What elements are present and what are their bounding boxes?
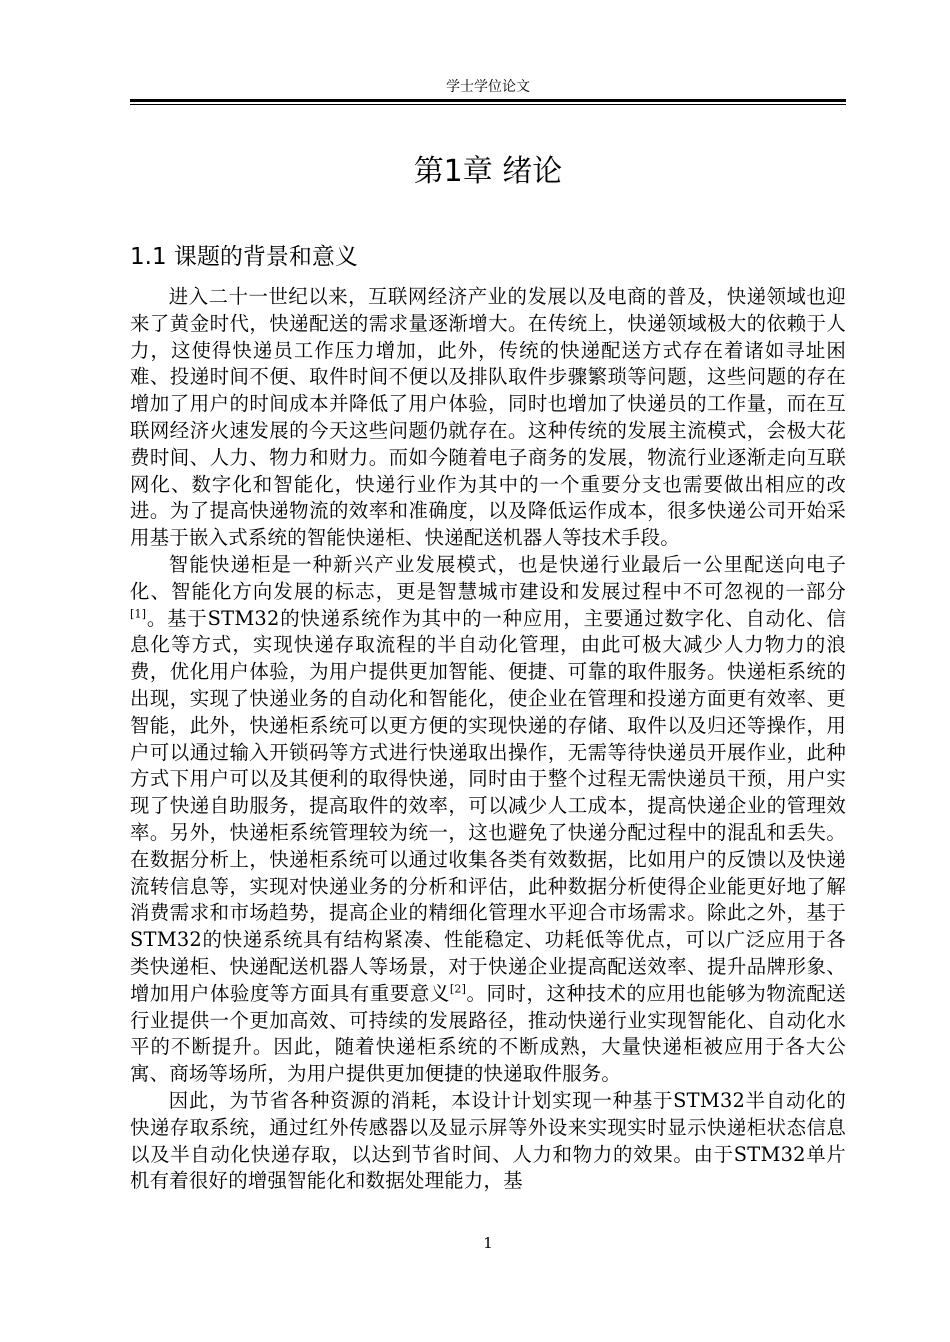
paragraph-1: 进入二十一世纪以来，互联网经济产业的发展以及电商的普及，快递领域也迎来了黄金时代，快递配送的需求量逐渐增大。在传统上，快递领域极大的依赖于人力，这使得快递员工作压力增加，此外，传统的快递配送方式存在着诸如寻址困难、投递时间不便、取件时间不便以及排队取件步骤繁琐等问题，这些问题的存在增加了用户的时间成本并降低了用户体验，同时也增加了快递员的工作量，而在互联网经济火速发展的今天这些问题仍就存在。这种传统的发展主流模式，会极大花费时间、人力、物力和财力。而如今随着电子商务的发展，物流行业逐渐走向互联网化、数字化和智能化，快递行业作为其中的一个重要分支也需要做出相应的改进。为了提高快递物流的效率和准确度，以及降低运作成本，很多快递公司开始采用基于嵌入式系统的智能快递柜、快递配送机器人等技术手段。 bbox=[130, 285, 846, 550]
paragraph-3: 因此，为节省各种资源的消耗，本设计计划实现一种基于STM32半自动化的快递存取系统，通过红外传感器以及显示屏等外设来实现实时显示快递柜状态信息以及半自动化快递存取，以达到节省时间、人力和物力的效果。由于STM32单片机有着很好的增强智能化和数据处理能力，基 bbox=[130, 1088, 846, 1193]
paragraph-2-part-c: 。同时，这种技术的应用也能够为物流配送行业提供一个更加高效、可持续的发展路径，推动快递行业实现智能化、自动化水平的不断提升。因此，随着快递柜系统的不断成熟，大量快递柜被应用于各大公寓、商场等场所，为用户提供更加便捷的快递取件服务。 bbox=[130, 981, 847, 1086]
citation-ref-1: [1] bbox=[130, 607, 147, 621]
section-title: 1.1 课题的背景和意义 bbox=[130, 244, 358, 270]
page-number: 1 bbox=[483, 1234, 493, 1252]
body-text bbox=[130, 284, 846, 1195]
header-rule-thick bbox=[130, 99, 846, 102]
citation-ref-2: [2] bbox=[449, 982, 467, 996]
paragraph-2-part-a: 智能快递柜是一种新兴产业发展模式，也是快递行业最后一公里配送向电子化、智能化方向发展的标志，更是智慧城市建设和发展过程中不可忽视的一部分 bbox=[130, 552, 846, 603]
header-rule-thin bbox=[130, 104, 846, 105]
running-header: 学士学位论文 bbox=[446, 79, 530, 95]
paragraph-2-part-b: 。基于STM32的快递系统作为其中的一种应用，主要通过数字化、自动化、信息化等方式，实现快递存取流程的半自动化管理，由此可极大减少人力物力的浪费，优化用户体验，为用户提供更加智能、便捷、可靠的取件服务。快递柜系统的出现，实现了快递业务的自动化和智能化，使企业在管理和投递方面更有效率、更智能，此外，快递柜系统可以更方便的实现快递的存储、取件以及归还等操作，用户可以通过输入开锁码等方式进行快递取出操作，无需等待快递员开展作业，此种方式下用户可以及其便利的取得快递，同时由于整个过程无需快递员干预，用户实现了快递自助服务，提高取件的效率，可以减少人工成本，提高快递企业的管理效率。另外，快递柜系统管理较为统一，这也避免了快递分配过程中的混乱和丢失。在数据分析上，快递柜系统可以通过收集各类有效数据，比如用户的反馈以及快递流转信息等，实现对快递业务的分析和评估，此种数据分析使得企业能更好地了解消费需求和市场趋势，提高企业的精细化管理水平迎合市场需求。除此之外，基于STM32的快递系统具有结构紧凑、性能稳定、功耗低等优点，可以广泛应用于各类快递柜、快递配送机器人等场景，对于快递企业提高配送效率、提升品牌形象、增加用户体验度等方面具有重要意义 bbox=[130, 606, 846, 1005]
paragraph-2 bbox=[130, 552, 846, 1088]
chapter-title: 第1章 绪论 bbox=[413, 154, 563, 189]
